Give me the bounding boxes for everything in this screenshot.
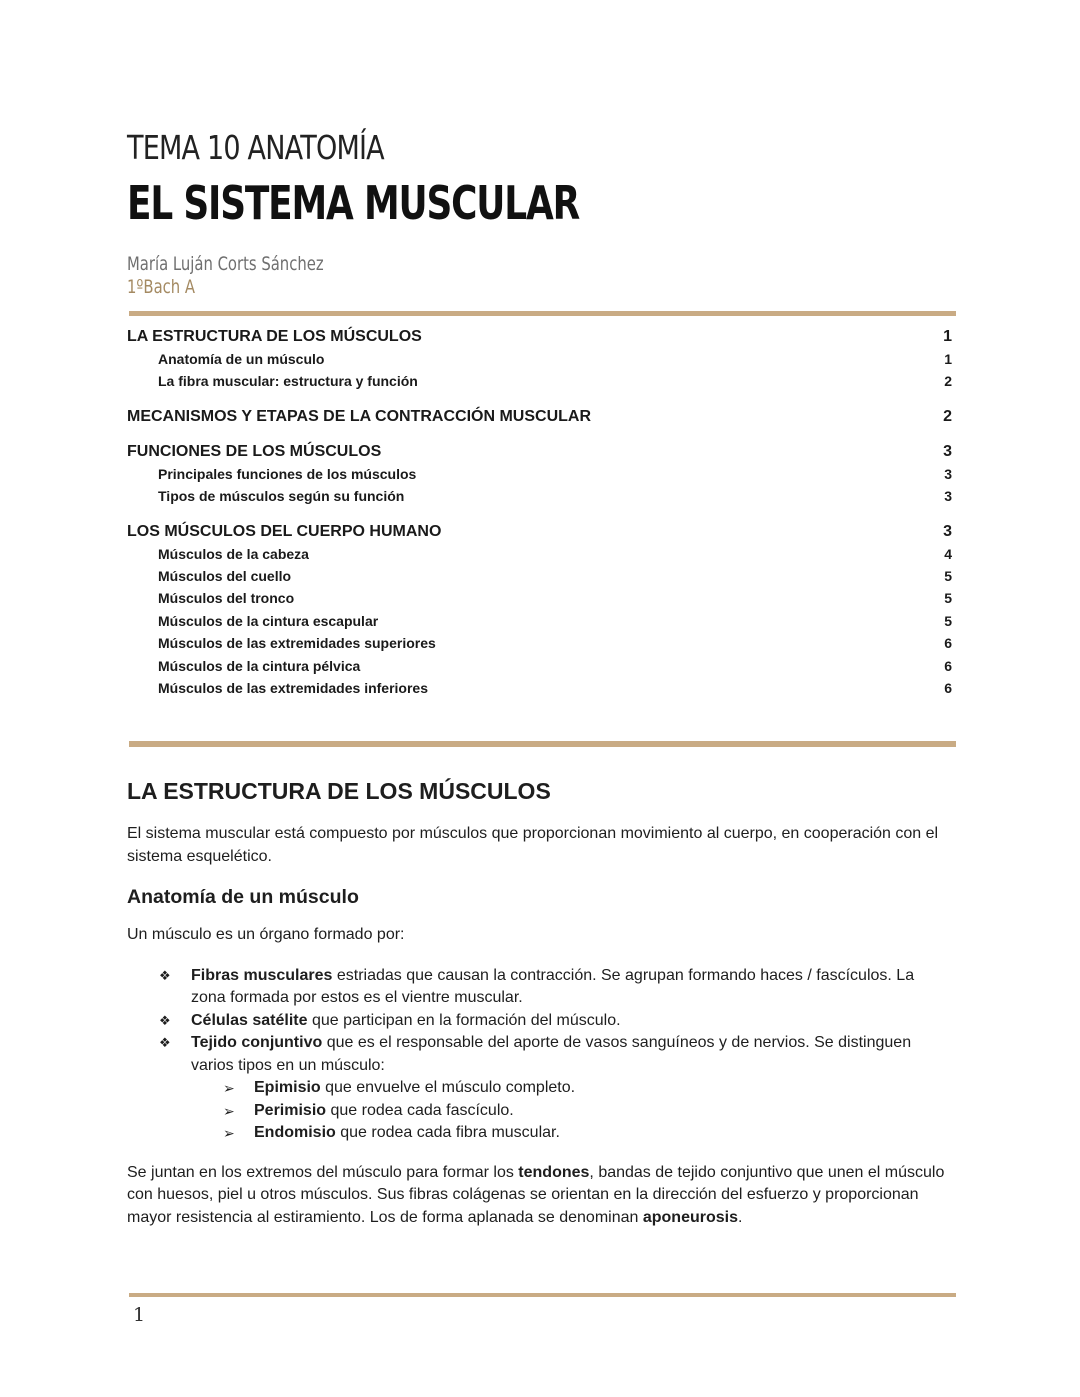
author-name: María Luján Corts Sánchez bbox=[127, 253, 324, 275]
toc-entry[interactable] bbox=[127, 485, 954, 507]
toc-entry-page: 1 bbox=[944, 351, 952, 367]
toc-entry-page: 1 bbox=[943, 328, 952, 345]
toc-entry-label: Anatomía de un músculo bbox=[158, 351, 325, 367]
toc-entry-label: La fibra muscular: estructura y función bbox=[158, 373, 418, 390]
toc-entry[interactable] bbox=[127, 406, 954, 428]
toc-entry-page: 3 bbox=[943, 442, 952, 460]
sub-list-item bbox=[191, 1100, 947, 1123]
sub-list-item-text: que rodea cada fibra muscular. bbox=[335, 1124, 560, 1141]
toc-entry[interactable] bbox=[127, 610, 954, 632]
toc-entry-page: 3 bbox=[944, 488, 952, 505]
toc-entry[interactable] bbox=[127, 326, 954, 348]
toc-entry[interactable] bbox=[127, 655, 954, 677]
toc-entry-label: Músculos del tronco bbox=[158, 590, 295, 607]
toc-entry[interactable] bbox=[127, 441, 954, 463]
sub-list-item-term: Endomisio bbox=[254, 1124, 336, 1141]
bullet-list bbox=[127, 965, 947, 1145]
toc-entry[interactable] bbox=[127, 543, 954, 565]
term-aponeurosis: aponeurosis bbox=[642, 1208, 738, 1226]
subsection-heading: Anatomía de un músculo bbox=[127, 886, 359, 908]
toc-entry[interactable] bbox=[127, 348, 954, 370]
toc-entry-label: Músculos de las extremidades superiores bbox=[158, 635, 436, 652]
toc-entry-label: Principales funciones de los músculos bbox=[158, 465, 417, 482]
toc-entry-label: Músculos de las extremidades inferiores bbox=[158, 679, 428, 696]
term-tendones: tendones bbox=[518, 1163, 590, 1181]
list-intro: Un músculo es un órgano formado por: bbox=[127, 926, 405, 943]
section-content bbox=[127, 776, 947, 1229]
sub-list-item-term: Epimisio bbox=[254, 1079, 321, 1096]
list-item-term: Células satélite bbox=[191, 1011, 308, 1029]
toc-entry-page: 5 bbox=[944, 590, 952, 607]
sub-list-item bbox=[191, 1122, 947, 1145]
toc-entry-page: 4 bbox=[944, 545, 952, 562]
toc-entry-page: 6 bbox=[944, 657, 952, 674]
toc-entry-label: LA ESTRUCTURA DE LOS MÚSCULOS bbox=[127, 328, 422, 345]
toc-entry-page: 2 bbox=[943, 407, 952, 425]
sub-bullet-list bbox=[191, 1077, 947, 1145]
toc-entry-page: 2 bbox=[944, 373, 952, 390]
list-item bbox=[127, 965, 947, 1010]
section-heading: LA ESTRUCTURA DE LOS MÚSCULOS bbox=[127, 778, 551, 804]
toc-entry[interactable] bbox=[127, 370, 954, 392]
toc-entry-page: 6 bbox=[944, 679, 952, 696]
arrow-bullet-icon: ➢ bbox=[223, 1125, 235, 1141]
toc-entry-label: MECANISMOS Y ETAPAS DE LA CONTRACCIÓN MUSCULAR bbox=[127, 407, 592, 425]
toc-entry-page: 5 bbox=[944, 612, 952, 629]
list-item-term: Tejido conjuntivo bbox=[191, 1034, 323, 1051]
list-item-text: que participan en la formación del músculo. bbox=[307, 1011, 621, 1029]
table-of-contents bbox=[127, 326, 954, 699]
sub-list-item-text: que rodea cada fascículo. bbox=[326, 1101, 514, 1119]
closing-paragraph bbox=[127, 1162, 947, 1230]
toc-entry[interactable] bbox=[127, 632, 954, 654]
toc-entry-label: Tipos de músculos según su función bbox=[158, 488, 405, 505]
toc-entry-page: 3 bbox=[944, 465, 952, 482]
diamond-bullet-icon: ❖ bbox=[159, 1035, 171, 1050]
course-label: 1ºBach A bbox=[127, 276, 196, 298]
diamond-bullet-icon: ❖ bbox=[159, 1012, 171, 1028]
toc-entry-label: Músculos del cuello bbox=[158, 567, 292, 584]
toc-entry-label: Músculos de la cintura pélvica bbox=[158, 657, 361, 674]
toc-entry-page: 6 bbox=[944, 635, 952, 652]
document-title: EL SISTEMA MUSCULAR bbox=[127, 176, 580, 230]
document-subtitle: TEMA 10 ANATOMÍA bbox=[127, 128, 384, 167]
sub-list-item-text: que envuelve el músculo completo. bbox=[320, 1079, 576, 1096]
toc-entry-label: FUNCIONES DE LOS MÚSCULOS bbox=[127, 442, 382, 460]
top-divider bbox=[129, 311, 956, 316]
toc-entry[interactable] bbox=[127, 677, 954, 699]
page-number: 1 bbox=[133, 1304, 146, 1326]
toc-entry-label: Músculos de la cabeza bbox=[158, 545, 309, 562]
toc-entry[interactable] bbox=[127, 463, 954, 485]
list-item bbox=[127, 1032, 947, 1145]
list-item bbox=[127, 1010, 947, 1033]
toc-entry-label: LOS MÚSCULOS DEL CUERPO HUMANO bbox=[127, 522, 442, 540]
toc-entry[interactable] bbox=[127, 521, 954, 543]
arrow-bullet-icon: ➢ bbox=[223, 1080, 235, 1096]
sub-list-item-term: Perimisio bbox=[254, 1101, 327, 1119]
closing-text: , bandas de tejido conjuntivo que unen el músculo con huesos, piel u otros músculos. Sus fibras colágenas se orientan en la dirección del esfuerzo y proporcionan mayor resistencia al estiramiento. Los de forma aplanada se denominan bbox=[127, 1163, 945, 1226]
list-item-text: que es el responsable del aporte de vasos sanguíneos y de nervios. Se distinguen varios tipos en un músculo: bbox=[191, 1034, 912, 1074]
list-item-text: estriadas que causan la contracción. Se agrupan formando haces / fascículos. La zona formada por estos es el vientre muscular. bbox=[191, 966, 915, 1006]
sub-list-item bbox=[191, 1077, 947, 1100]
toc-bottom-divider bbox=[129, 741, 956, 747]
list-item-term: Fibras musculares bbox=[191, 966, 333, 984]
toc-entry[interactable] bbox=[127, 587, 954, 609]
toc-entry-page: 5 bbox=[944, 567, 952, 584]
arrow-bullet-icon: ➢ bbox=[223, 1102, 235, 1119]
closing-text: Se juntan en los extremos del músculo para formar los bbox=[127, 1163, 519, 1181]
section-intro: El sistema muscular está compuesto por músculos que proporcionan movimiento al cuerpo, en cooperación con el sistema esquelético. bbox=[127, 825, 939, 865]
toc-entry-page: 3 bbox=[943, 522, 952, 540]
toc-entry[interactable] bbox=[127, 565, 954, 587]
footer-divider bbox=[129, 1293, 956, 1297]
diamond-bullet-icon: ❖ bbox=[159, 967, 171, 983]
toc-entry-label: Músculos de la cintura escapular bbox=[158, 612, 379, 629]
closing-text: . bbox=[737, 1208, 743, 1226]
